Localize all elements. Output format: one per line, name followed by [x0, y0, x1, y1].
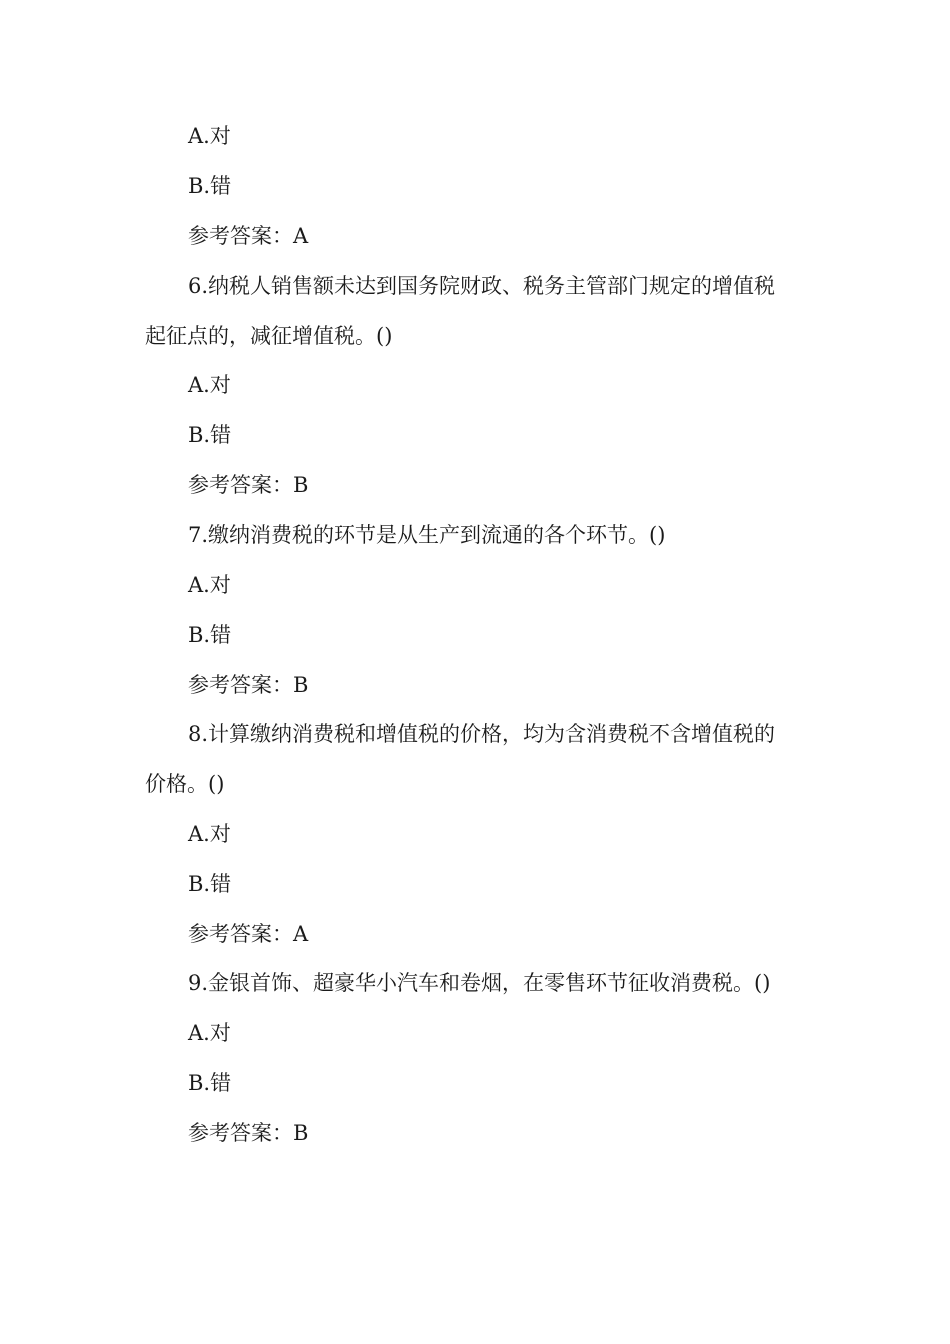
option-b: B.错 — [188, 623, 232, 647]
question-7-text: 7.缴纳消费税的环节是从生产到流通的各个环节。() — [188, 523, 666, 547]
question-8-text: 8.计算缴纳消费税和增值税的价格，均为含消费税不含增值税的 — [188, 722, 776, 746]
answer-line: 参考答案：B — [188, 673, 309, 697]
option-b: B.错 — [188, 423, 232, 447]
option-a: A.对 — [188, 1021, 231, 1045]
option-b: B.错 — [188, 1071, 232, 1095]
answer-line: 参考答案：A — [188, 922, 309, 946]
question-9-text: 9.金银首饰、超豪华小汽车和卷烟，在零售环节征收消费税。() — [188, 971, 771, 995]
answer-line: 参考答案：A — [188, 224, 309, 248]
option-a: A.对 — [188, 573, 231, 597]
option-a: A.对 — [188, 822, 231, 846]
option-b: B.错 — [188, 872, 232, 896]
question-6-text: 6.纳税人销售额未达到国务院财政、税务主管部门规定的增值税 — [188, 274, 776, 298]
option-b: B.错 — [188, 174, 232, 198]
option-a: A.对 — [188, 124, 231, 148]
option-a: A.对 — [188, 373, 231, 397]
answer-line: 参考答案：B — [188, 473, 309, 497]
question-6-text-cont: 起征点的，减征增值税。() — [145, 324, 393, 348]
answer-line: 参考答案：B — [188, 1121, 309, 1145]
question-8-text-cont: 价格。() — [145, 772, 225, 796]
